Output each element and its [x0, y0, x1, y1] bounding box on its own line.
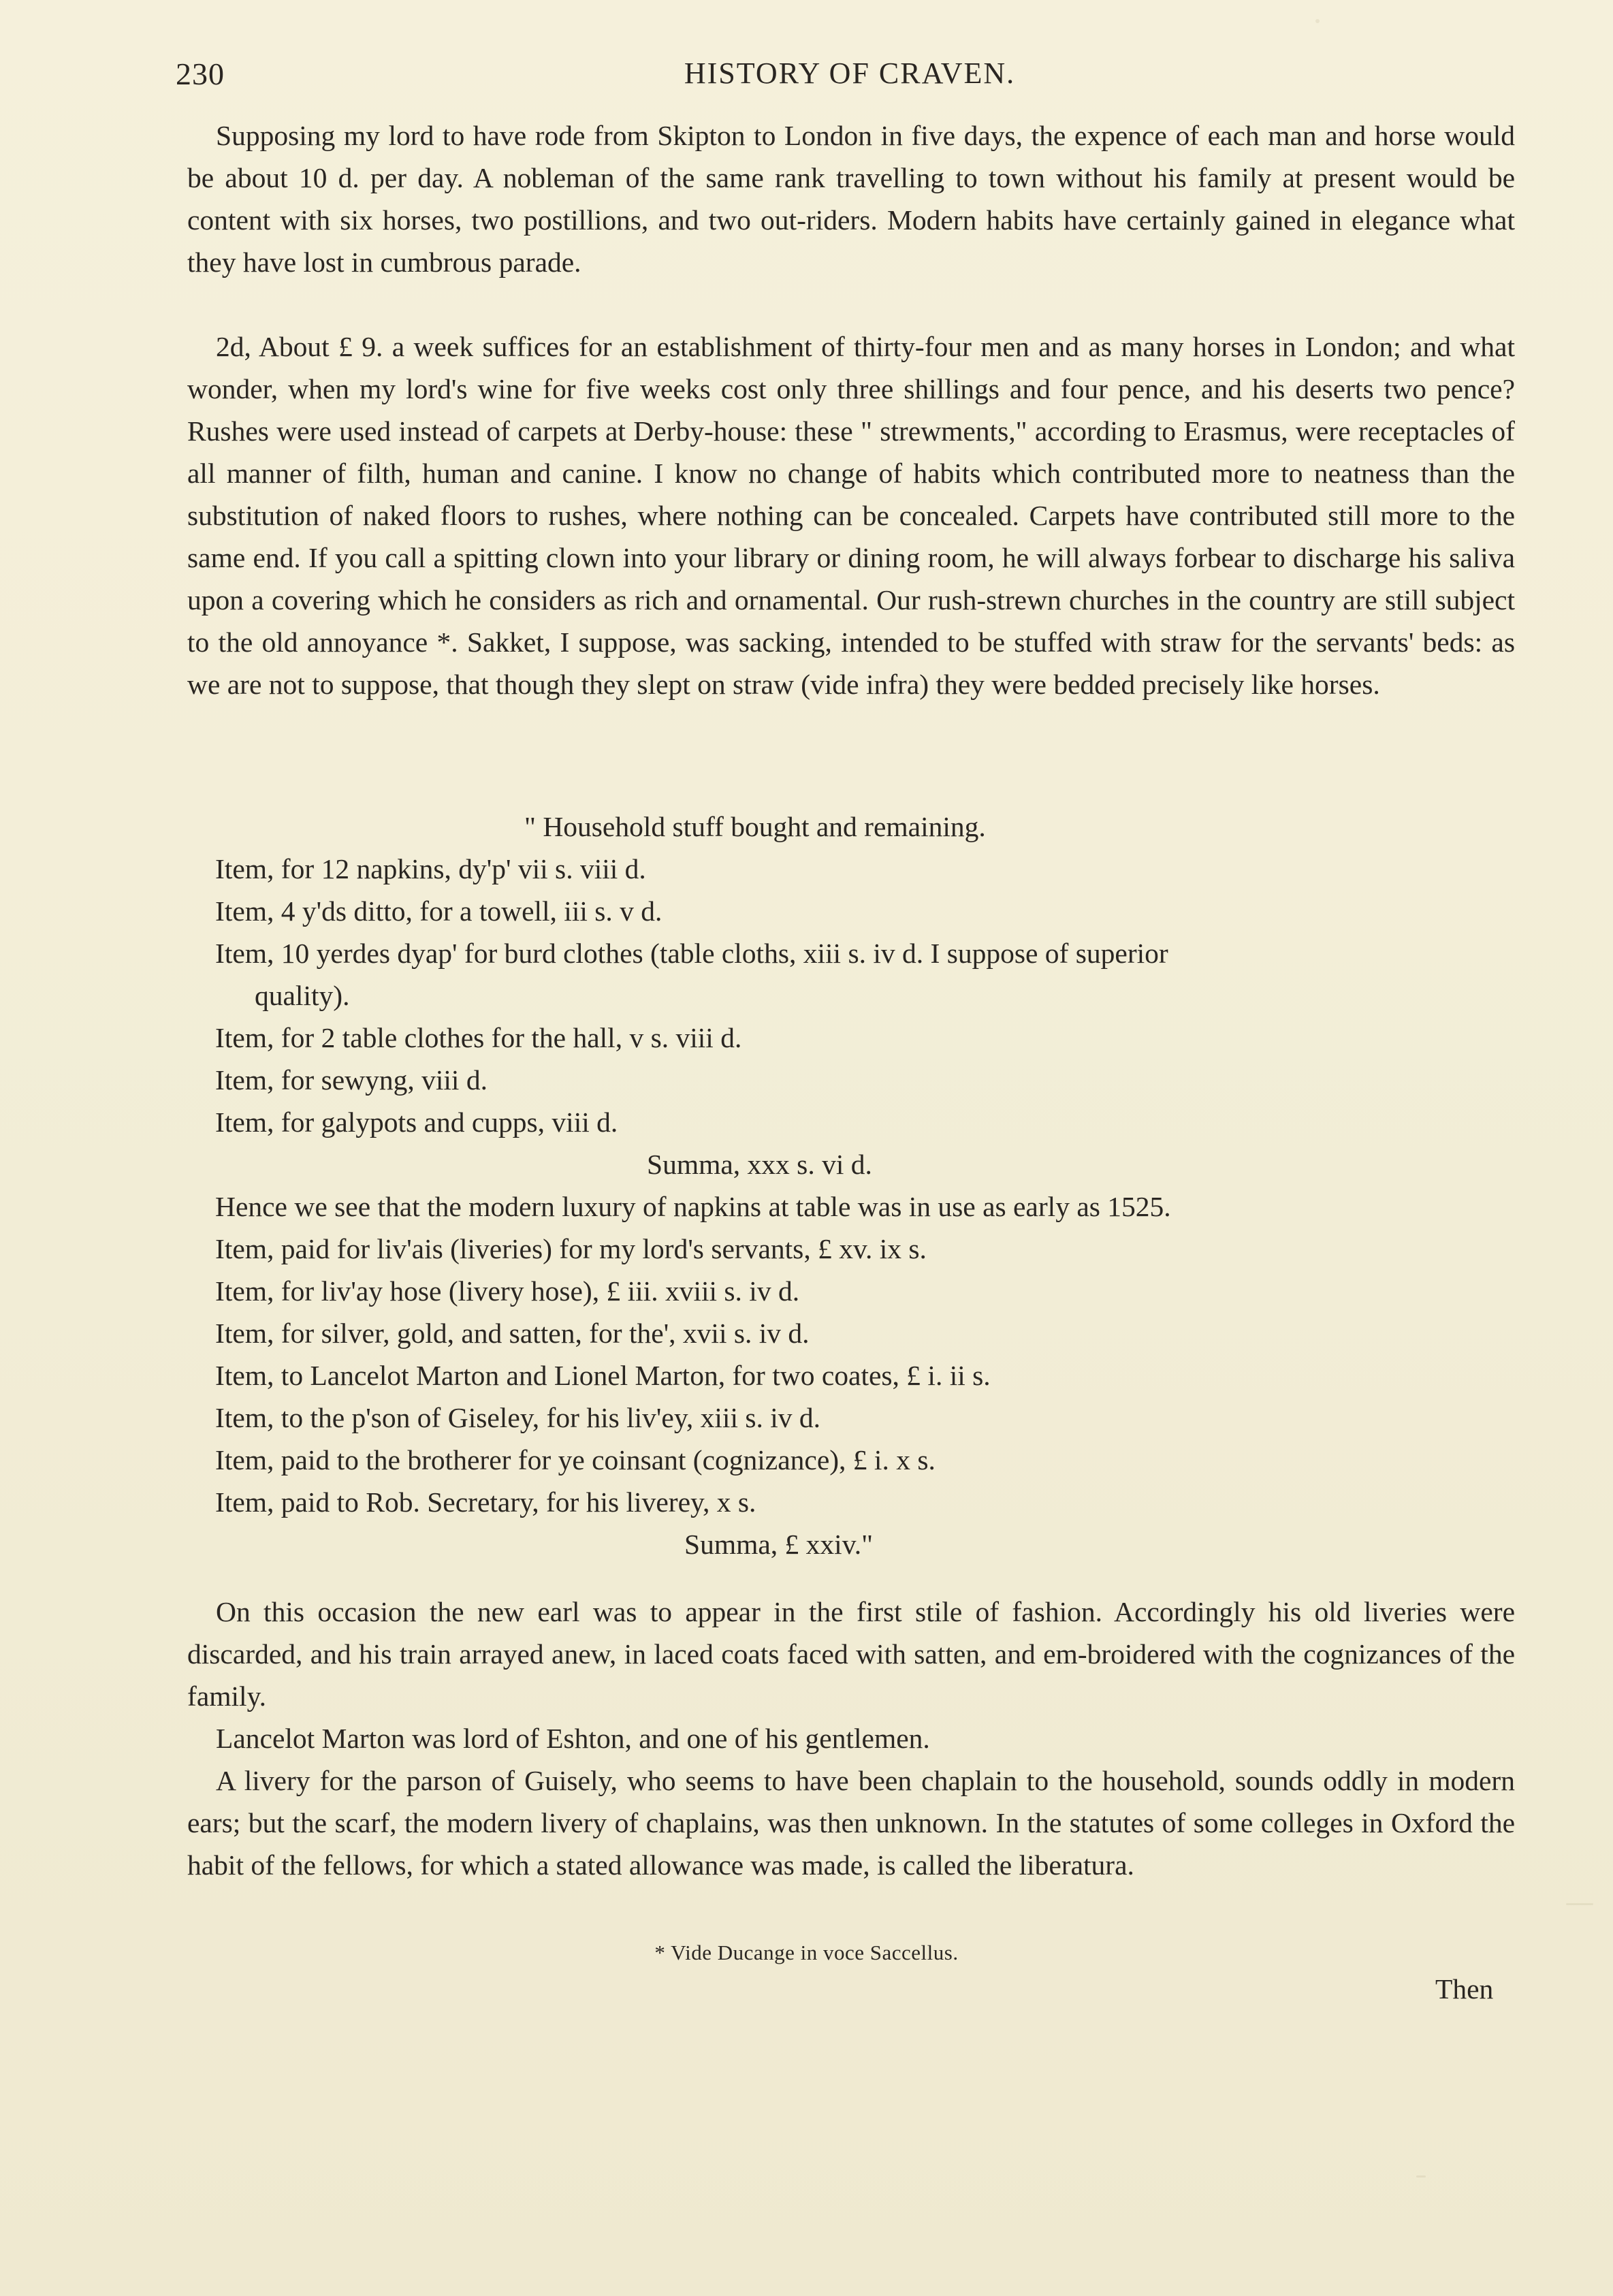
livery-item: Item, paid to the brotherer for ye coinsant (cognizance), £ i. x s.: [215, 1444, 936, 1476]
household-item: Item, for 12 napkins, dy'p' vii s. viii d.: [215, 853, 646, 884]
paragraph-lancelot-marton: Lancelot Marton was lord of Eshton, and one of his gentlemen.: [216, 1723, 930, 1754]
paragraph-new-earl: On this occasion the new earl was to appear in the first stile of fashion. Accordingly his old liveries were discarded, and his train arrayed anew, in laced coats faced with satten, and em-broidered with the cognizances of the family.: [187, 1596, 1515, 1712]
livery-item: Item, to the p'son of Giseley, for his liv'ey, xiii s. iv d.: [215, 1402, 821, 1433]
catchword: Then: [1435, 1973, 1494, 2005]
paper-speck: [1315, 19, 1320, 23]
paper-speck: [1416, 2175, 1426, 2178]
livery-item: Item, for silver, gold, and satten, for the', xvii s. iv d.: [215, 1318, 810, 1349]
page-header: [176, 56, 1524, 103]
household-item: Item, for galypots and cupps, viii d.: [215, 1106, 618, 1138]
livery-item: Item, to Lancelot Marton and Lionel Marton, for two coates, £ i. ii s.: [215, 1360, 991, 1391]
running-title: HISTORY OF CRAVEN.: [684, 57, 1016, 90]
page-number: 230: [176, 57, 225, 91]
paragraph-parson-livery: A livery for the parson of Guisely, who seems to have been chaplain to the household, sounds oddly in modern ears; but the scarf, the modern livery of chaplains, was then unknown. In the statutes of some colleges in Oxford the habit of the fellows, for which a stated allowance was made, is called the liberatura.: [187, 1765, 1515, 1881]
household-item: Item, 4 y'ds ditto, for a towell, iii s. v d.: [215, 895, 662, 927]
household-summa: Summa, xxx s. vi d.: [647, 1149, 872, 1180]
livery-item: Item, paid for liv'ais (liveries) for my lord's servants, £ xv. ix s.: [215, 1233, 927, 1264]
paragraph-travel-expense: Supposing my lord to have rode from Skipton to London in five days, the expence of each man and horse would be about 10 d. per day. A nobleman of the same rank travelling to town without his family at present would be content with six horses, two postillions, and two out-riders. Modern habits have certainly gained in elegance what they have lost in cumbrous parade.: [187, 120, 1515, 278]
napkins-note: Hence we see that the modern luxury of napkins at table was in use as early as 1525.: [215, 1191, 1171, 1222]
paragraph-london-establishment: 2d, About £ 9. a week suffices for an establishment of thirty-four men and as many horses in London; and what wonder, when my lord's wine for five weeks cost only three shillings and four pence, and his deserts two pence? Rushes were used instead of carpets at Derby-house: these " strewments," according to Erasmus, were receptacles of all manner of filth, human and canine. I know no change of habits which contributed more to neatness than the substitution of naked floors to rushes, where nothing can be concealed. Carpets have contributed still more to the same end. If you call a spitting clown into your library or dining room, he will always forbear to discharge his saliva upon a covering which he considers as rich and ornamental. Our rush-strewn churches in the country are still subject to the old annoyance *. Sakket, I suppose, was sacking, intended to be stuffed with straw for the servants' beds: as we are not to suppose, that though they slept on straw (vide infra) they were bedded precisely like horses.: [187, 331, 1515, 700]
livery-item: Item, for liv'ay hose (livery hose), £ iii. xviii s. iv d.: [215, 1275, 800, 1307]
paper-speck: [1566, 1903, 1593, 1905]
household-item: Item, for 2 table clothes for the hall, v s. viii d.: [215, 1022, 742, 1053]
footnote: * Vide Ducange in voce Saccellus.: [654, 1941, 959, 1964]
livery-item: Item, paid to Rob. Secretary, for his liverey, x s.: [215, 1486, 756, 1518]
household-item-continuation: quality).: [255, 980, 350, 1011]
household-item: Item, for sewyng, viii d.: [215, 1064, 488, 1096]
household-item: Item, 10 yerdes dyap' for burd clothes (table cloths, xiii s. iv d. I suppose of superior: [215, 938, 1168, 969]
household-heading: " Household stuff bought and remaining.: [524, 811, 986, 842]
livery-summa: Summa, £ xxiv.": [684, 1529, 874, 1560]
